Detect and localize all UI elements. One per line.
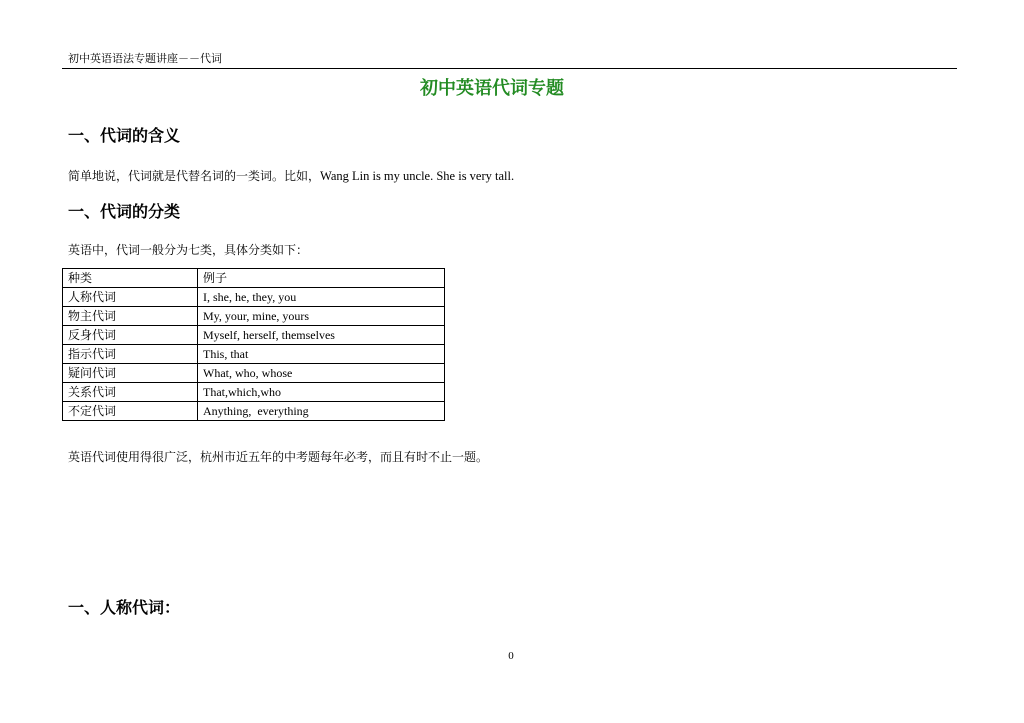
table-cell-type: 反身代词 (63, 326, 198, 345)
table-cell-example: This, that (198, 345, 445, 364)
pronoun-types-table (62, 268, 445, 421)
header-rule (62, 68, 957, 69)
table-row (63, 383, 445, 402)
meaning-text-cn: 简单地说，代词就是代替名词的一类词。比如， (68, 169, 321, 183)
table-cell-example: What, who, whose (198, 364, 445, 383)
running-header: 初中英语语法专题讲座－－代词 (68, 52, 222, 65)
table-cell-type: 物主代词 (63, 307, 198, 326)
table-cell-example: I, she, he, they, you (198, 288, 445, 307)
table-row (63, 364, 445, 383)
meaning-text-en: Wang Lin is my uncle. She is very tall. (320, 169, 515, 183)
table-cell-type: 人称代词 (63, 288, 198, 307)
meaning-paragraph (68, 168, 514, 184)
table-cell-type: 关系代词 (63, 383, 198, 402)
table-row (63, 307, 445, 326)
page-number-text: 0 (508, 650, 514, 662)
table-header-type: 种类 (63, 269, 198, 288)
usage-note: 英语代词使用得很广泛，杭州市近五年的中考题每年必考，而且有时不止一题。 (68, 450, 489, 464)
table-row (63, 345, 445, 364)
section-heading-meaning: 一、代词的含义 (68, 126, 181, 145)
document-title (0, 77, 1024, 101)
classification-intro: 英语中，代词一般分为七类，具体分类如下： (68, 243, 309, 257)
pronoun-types-table-body (63, 269, 445, 421)
table-cell-type: 不定代词 (63, 402, 198, 421)
table-cell-example: Anything, everything (198, 402, 445, 421)
document-title-text: 初中英语代词专题 (420, 78, 564, 99)
table-cell-example: That,which,who (198, 383, 445, 402)
table-row (63, 326, 445, 345)
table-row (63, 402, 445, 421)
table-cell-example: Myself, herself, themselves (198, 326, 445, 345)
table-cell-type: 指示代词 (63, 345, 198, 364)
table-header-row (63, 269, 445, 288)
page-number (0, 650, 1024, 662)
table-header-example: 例子 (198, 269, 445, 288)
section-heading-classification: 一、代词的分类 (68, 202, 181, 221)
table-row (63, 288, 445, 307)
table-cell-type: 疑问代词 (63, 364, 198, 383)
table-cell-example: My, your, mine, yours (198, 307, 445, 326)
section-heading-personal-pronouns: 一、人称代词： (68, 598, 181, 617)
